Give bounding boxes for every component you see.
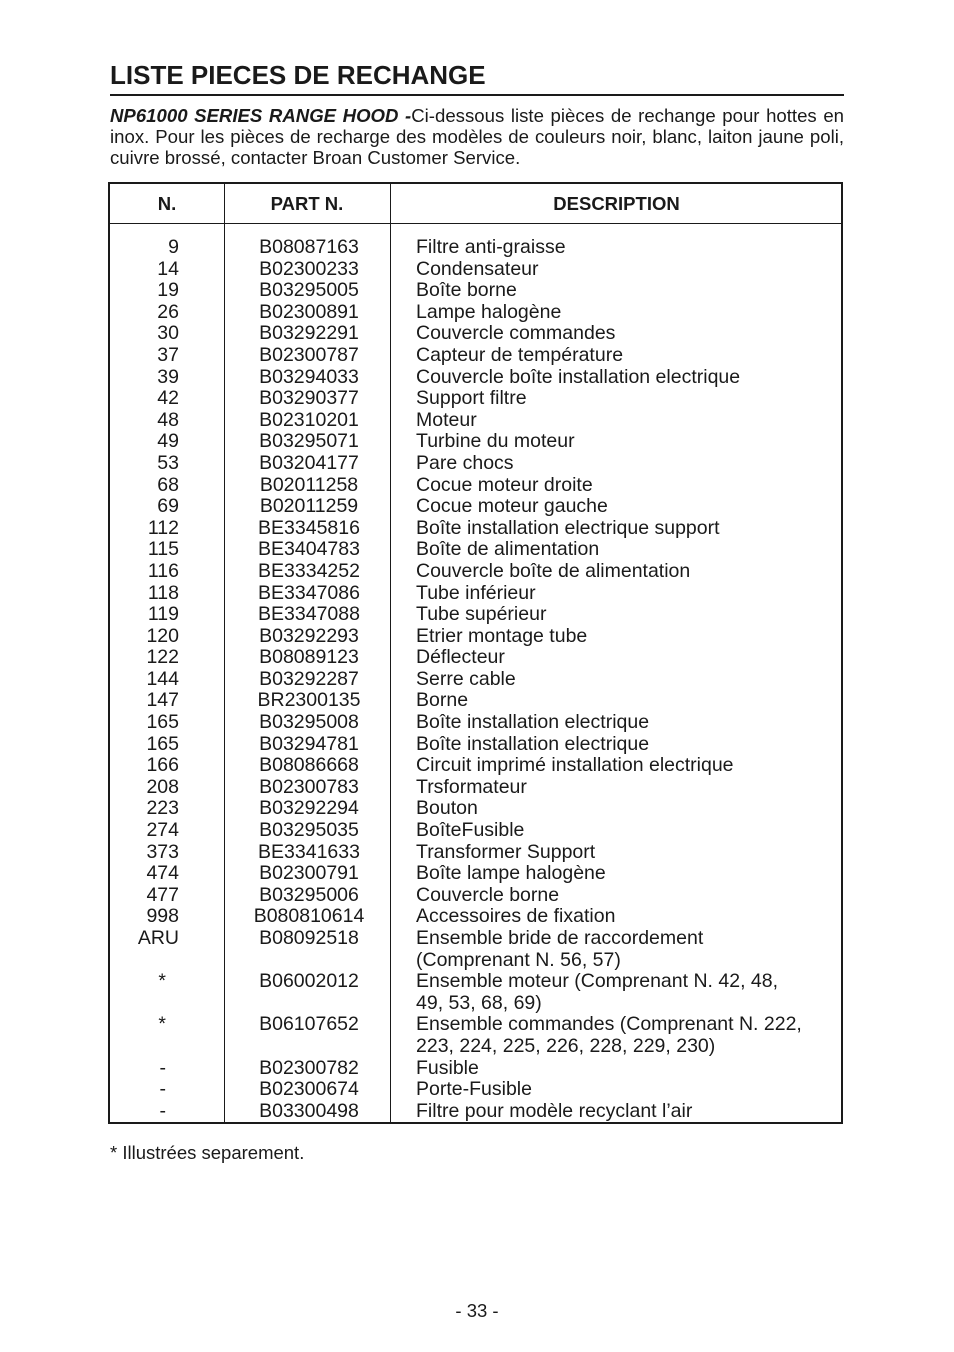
table-row xyxy=(110,863,841,885)
cell-item-number: 53 xyxy=(157,451,179,474)
cell-part-number: BE3345816 xyxy=(258,516,360,539)
cell-description: Couvercle boîte de alimentation xyxy=(416,559,691,582)
cell-part-number: B03204177 xyxy=(259,451,359,474)
cell-item-number: 474 xyxy=(146,862,179,885)
cell-item-number: 68 xyxy=(157,473,179,496)
cell-part-number: B03295008 xyxy=(259,711,359,734)
cell-item-number: - xyxy=(159,1056,166,1079)
cell-item-number: 116 xyxy=(147,559,179,582)
cell-part-number: B02300787 xyxy=(259,343,359,366)
cell-part-number: B03292293 xyxy=(259,624,359,647)
cell-part-number: B03295071 xyxy=(259,430,359,453)
cell-part-number: B06002012 xyxy=(259,970,359,993)
table-row xyxy=(110,237,841,259)
table-row xyxy=(110,604,841,626)
table-row xyxy=(110,971,841,1014)
header-part-number: PART N. xyxy=(270,193,344,214)
table-row xyxy=(110,496,841,518)
cell-item-number: 42 xyxy=(157,387,179,410)
page-number: - 33 - xyxy=(455,1300,499,1321)
cell-item-number: 69 xyxy=(157,495,179,518)
header-divider xyxy=(110,223,841,224)
cell-part-number: BE3347086 xyxy=(258,581,360,604)
table-row xyxy=(110,259,841,281)
cell-part-number: B02011258 xyxy=(259,473,359,496)
cell-part-number: BE3341633 xyxy=(258,840,360,863)
cell-item-number: 26 xyxy=(157,300,179,323)
cell-part-number: B02300791 xyxy=(259,862,359,885)
cell-description-continued: 49, 53, 68, 69) xyxy=(416,991,542,1014)
table-row xyxy=(110,453,841,475)
cell-description: Circuit imprimé installation electrique xyxy=(416,754,734,777)
table-row xyxy=(110,345,841,367)
table-row xyxy=(110,388,841,410)
cell-item-number: 223 xyxy=(146,797,179,820)
cell-part-number: B02300674 xyxy=(259,1078,359,1101)
cell-description: Ensemble moteur (Comprenant N. 42, 48, xyxy=(416,970,779,993)
cell-part-number: B03300498 xyxy=(259,1099,359,1122)
cell-description: Couvercle boîte installation electrique xyxy=(416,365,741,388)
cell-description: Capteur de température xyxy=(416,343,624,366)
cell-item-number: 48 xyxy=(157,408,179,431)
cell-description-continued: (Comprenant N. 56, 57) xyxy=(416,948,621,971)
cell-part-number: B02300891 xyxy=(259,300,359,323)
cell-description: Turbine du moteur xyxy=(416,430,575,453)
cell-part-number: B03290377 xyxy=(259,387,359,410)
parts-table xyxy=(108,182,843,1124)
cell-item-number: 208 xyxy=(146,775,179,798)
cell-item-number: 118 xyxy=(147,581,179,604)
cell-item-number: 14 xyxy=(157,257,179,280)
cell-part-number: B02300233 xyxy=(259,257,359,280)
cell-description: Cocue moteur droite xyxy=(416,473,593,496)
cell-item-number: 39 xyxy=(157,365,179,388)
table-row xyxy=(110,583,841,605)
table-row xyxy=(110,842,841,864)
cell-item-number: 998 xyxy=(146,905,179,928)
cell-part-number: B03295005 xyxy=(259,279,359,302)
cell-part-number: B08092518 xyxy=(259,927,359,949)
header-description: DESCRIPTION xyxy=(553,193,680,214)
table-row xyxy=(110,906,841,928)
cell-part-number: B08086668 xyxy=(259,754,359,777)
table-body xyxy=(110,237,841,1122)
page-title: LISTE PIECES DE RECHANGE xyxy=(110,58,844,96)
cell-part-number: B06107652 xyxy=(259,1013,359,1036)
cell-description: Ensemble bride de raccordement xyxy=(416,927,704,949)
cell-item-number: 49 xyxy=(157,430,179,453)
cell-part-number: BE3334252 xyxy=(258,559,360,582)
cell-description: Lampe halogène xyxy=(416,300,562,323)
cell-item-number: ARU xyxy=(137,927,179,949)
cell-item-number: 373 xyxy=(146,840,179,863)
cell-description: Support filtre xyxy=(416,387,527,410)
table-row xyxy=(110,1058,841,1080)
intro-lead: NP61000 SERIES RANGE HOOD - xyxy=(110,105,412,126)
cell-part-number: BE3347088 xyxy=(258,603,360,626)
cell-description: Couvercle commandes xyxy=(416,322,616,345)
cell-item-number: * xyxy=(158,970,166,993)
cell-description: Borne xyxy=(416,689,469,712)
cell-item-number: 147 xyxy=(146,689,179,712)
cell-description: Trsformateur xyxy=(416,775,527,798)
table-row xyxy=(110,712,841,734)
cell-description: Etrier montage tube xyxy=(416,624,588,647)
cell-item-number: 144 xyxy=(146,667,179,690)
cell-description: Pare chocs xyxy=(416,451,514,474)
intro-body: Ci-dessous liste pièces de rechange pour hottes en inox. Pour les pièces de recharge des modèles de couleurs noir, blanc, laiton jaune poli, cuivre brossé, contacter Broan Customer Service. xyxy=(110,105,844,168)
table-row xyxy=(110,431,841,453)
table-row xyxy=(110,626,841,648)
cell-item-number: 165 xyxy=(146,732,179,755)
table-row xyxy=(110,1101,841,1123)
table-row xyxy=(110,410,841,432)
cell-description: BoîteFusible xyxy=(416,819,525,842)
cell-description: Serre cable xyxy=(416,667,516,690)
cell-item-number: 119 xyxy=(147,603,179,626)
cell-part-number: B03294033 xyxy=(259,365,359,388)
cell-description: Fusible xyxy=(416,1056,479,1079)
cell-item-number: - xyxy=(159,1078,166,1101)
cell-description: Tube inférieur xyxy=(416,581,536,604)
cell-item-number: 122 xyxy=(146,646,179,669)
cell-description: Cocue moteur gauche xyxy=(416,495,608,518)
header-n: N. xyxy=(157,193,177,214)
cell-description: Boîte lampe halogène xyxy=(416,862,606,885)
cell-item-number: 37 xyxy=(157,343,179,366)
table-row xyxy=(110,690,841,712)
cell-part-number: B02300782 xyxy=(259,1056,359,1079)
cell-description: Déflecteur xyxy=(416,646,505,669)
cell-description: Bouton xyxy=(416,797,478,820)
table-row xyxy=(110,755,841,777)
cell-description: Couvercle borne xyxy=(416,883,560,906)
table-row xyxy=(110,561,841,583)
cell-part-number: B03292291 xyxy=(259,322,359,345)
cell-description: Accessoires de fixation xyxy=(416,905,616,928)
cell-item-number: 477 xyxy=(146,883,179,906)
table-row xyxy=(110,669,841,691)
table-row xyxy=(110,539,841,561)
cell-part-number: B03292287 xyxy=(259,667,359,690)
cell-part-number: B03295006 xyxy=(259,883,359,906)
table-row xyxy=(110,367,841,389)
cell-item-number: 19 xyxy=(157,279,179,302)
cell-description: Moteur xyxy=(416,408,477,431)
cell-description: Condensateur xyxy=(416,257,539,280)
cell-part-number: B03295035 xyxy=(259,819,359,842)
table-row xyxy=(110,302,841,324)
cell-description: Boîte installation electrique xyxy=(416,711,650,734)
cell-part-number: B02011259 xyxy=(259,495,359,518)
cell-description: Transformer Support xyxy=(416,840,596,863)
cell-item-number: 165 xyxy=(146,711,179,734)
table-row xyxy=(110,777,841,799)
cell-description: Filtre pour modèle recyclant l’air xyxy=(416,1099,693,1122)
table-row xyxy=(110,885,841,907)
cell-part-number: B080810614 xyxy=(253,905,365,928)
cell-description: Boîte installation electrique xyxy=(416,732,650,755)
cell-part-number: B03292294 xyxy=(259,797,359,820)
cell-part-number: BR2300135 xyxy=(257,689,361,712)
table-row xyxy=(110,820,841,842)
cell-description: Porte-Fusible xyxy=(416,1078,532,1101)
cell-description: Ensemble commandes (Comprenant N. 222, xyxy=(416,1013,802,1036)
cell-item-number: 112 xyxy=(147,516,179,539)
cell-item-number: 115 xyxy=(147,538,179,561)
cell-description: Tube supérieur xyxy=(416,603,547,626)
cell-description: Filtre anti-graisse xyxy=(416,236,566,258)
intro-paragraph xyxy=(110,105,844,168)
table-row xyxy=(110,647,841,669)
cell-description: Boîte borne xyxy=(416,279,517,302)
table-row xyxy=(110,798,841,820)
cell-item-number: 30 xyxy=(157,322,179,345)
cell-description: Boîte de alimentation xyxy=(416,538,600,561)
cell-item-number: 274 xyxy=(146,819,179,842)
cell-description: Boîte installation electrique support xyxy=(416,516,720,539)
cell-item-number: 120 xyxy=(146,624,179,647)
table-row xyxy=(110,323,841,345)
table-row xyxy=(110,518,841,540)
cell-item-number: 9 xyxy=(168,236,179,258)
cell-part-number: B08087163 xyxy=(259,236,359,258)
cell-part-number: B02300783 xyxy=(259,775,359,798)
cell-part-number: B08089123 xyxy=(259,646,359,669)
cell-description-continued: 223, 224, 225, 226, 228, 229, 230) xyxy=(416,1034,716,1057)
cell-item-number: 166 xyxy=(146,754,179,777)
footnote: * Illustrées separement. xyxy=(110,1142,305,1163)
table-row xyxy=(110,1014,841,1057)
cell-item-number: - xyxy=(159,1099,166,1122)
table-row xyxy=(110,928,841,971)
table-row xyxy=(110,280,841,302)
cell-part-number: BE3404783 xyxy=(258,538,360,561)
table-row xyxy=(110,475,841,497)
table-row xyxy=(110,1079,841,1101)
cell-part-number: B02310201 xyxy=(259,408,359,431)
cell-item-number: * xyxy=(158,1013,166,1036)
cell-part-number: B03294781 xyxy=(259,732,359,755)
table-row xyxy=(110,734,841,756)
